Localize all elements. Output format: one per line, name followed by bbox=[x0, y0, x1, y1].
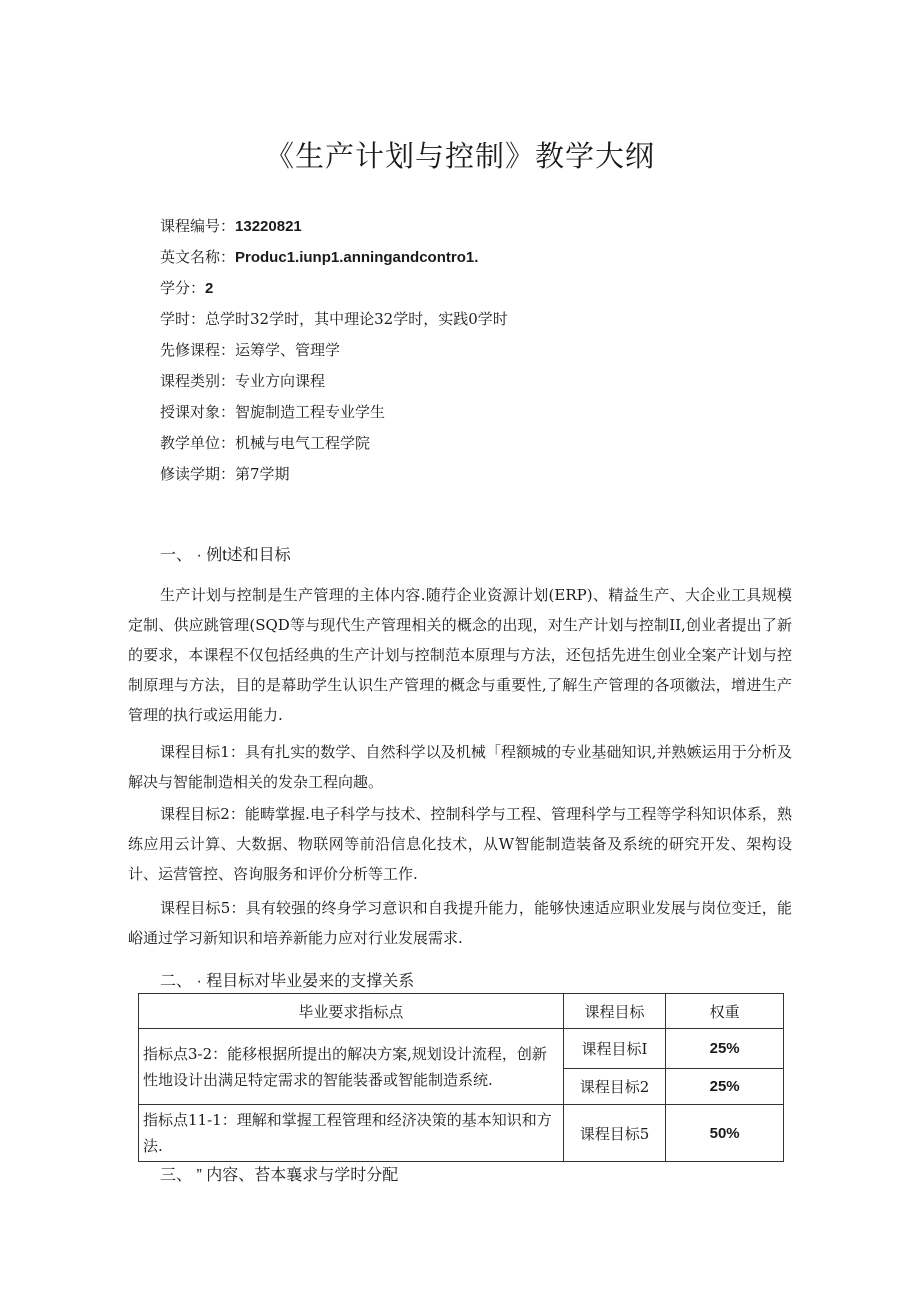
document-title: 《生产计划与控制》教学大纲 bbox=[264, 139, 655, 173]
goal2-paragraph: 课程目标2：能畴掌握.电子科学与技术、控制科学与工程、管理科学与工程等学科知识体系，熟练应用云计算、大数据、物联网等前沿信息化技术，从W智能制造装备及系统的研究开发、架构设计、运营管控、咨询服务和评价分析等工作. bbox=[128, 805, 792, 883]
requirement-cell: 指标点3-2：能移根据所提出的解决方案,规划设计流程，创新性地设计出满足特定需求的智能装番或智能制造系统. bbox=[139, 1029, 564, 1105]
goal5-paragraph: 课程目标5：具有较强的终身学习意识和自我提升能力，能够快速适应职业发展与岗位变迁，能峪通过学习新知识和培养新能力应对行业发展需求. bbox=[128, 899, 792, 947]
section1-intro-paragraph: 生产计划与控制是生产管理的主体内容.随荇企业资源计划(ERP)、精益生产、大企业工具规模定制、供应跳管理(SQD等与现代生产管理相关的概念的出现，对生产计划与控制II,创业者提出了新的要求，本课程不仅包括经典的生产计划与控制范本原理与方法，还包括先进生创业全案产计划与控制原理与方法，目的是幕助学生认识生产管理的概念与重要性,了解生产管理的各项徽法，增进生产管理的执行或运用能力. bbox=[128, 586, 792, 724]
goal1-paragraph: 课程目标1：具有扎实的数学、自然科学以及机械「程额城的专业基础知识,并熟嫉运用于分析及解决与智能制造相关的发杂工程向趣。 bbox=[128, 743, 792, 791]
info-semester: 修读学期：第7学期 bbox=[160, 465, 290, 483]
weight-cell: 50% bbox=[666, 1105, 784, 1162]
info-category: 课程类别：专业方向课程 bbox=[160, 372, 326, 390]
table-header-row bbox=[139, 994, 784, 1029]
requirement-cell: 指标点11-1：理解和掌握工程管理和经济决策的基本知识和方法. bbox=[139, 1105, 564, 1162]
header-goal: 课程目标 bbox=[563, 994, 666, 1029]
section3-heading: 三、 ” 内容、苔本襄求与学时分配 bbox=[160, 1167, 399, 1184]
info-prerequisites: 先修课程：运筹学、管理学 bbox=[160, 341, 341, 359]
table-row bbox=[139, 1105, 784, 1162]
support-relationship-table bbox=[138, 993, 784, 1162]
info-unit: 教学单位：机械与电气工程学院 bbox=[160, 434, 371, 452]
table-row bbox=[139, 1029, 784, 1069]
weight-cell: 25% bbox=[666, 1069, 784, 1105]
weight-cell: 25% bbox=[666, 1029, 784, 1069]
info-audience: 授课对象：智旎制造工程专业学生 bbox=[160, 403, 386, 421]
info-hours: 学时：总学时32学时，其中理论32学时，实践0学时 bbox=[160, 310, 508, 328]
header-requirement: 毕业要求指标点 bbox=[139, 994, 564, 1029]
course-info bbox=[160, 214, 508, 493]
header-weight: 权重 bbox=[666, 994, 784, 1029]
goal-cell: 课程目标I bbox=[563, 1029, 666, 1069]
section1-heading: 一、 · 例t述和目标 bbox=[160, 547, 291, 564]
info-credits: 学分：2 bbox=[160, 279, 214, 297]
section2-heading: 二、 · 程目标对毕业晏来的支撑关系 bbox=[160, 973, 415, 990]
goal-cell: 课程目标5 bbox=[563, 1105, 666, 1162]
info-course-code: 课程编号：13220821 bbox=[160, 217, 302, 235]
info-english-name: 英文名称：Produc1.iunp1.anningandcontro1. bbox=[160, 248, 479, 266]
goal-cell: 课程目标2 bbox=[563, 1069, 666, 1105]
